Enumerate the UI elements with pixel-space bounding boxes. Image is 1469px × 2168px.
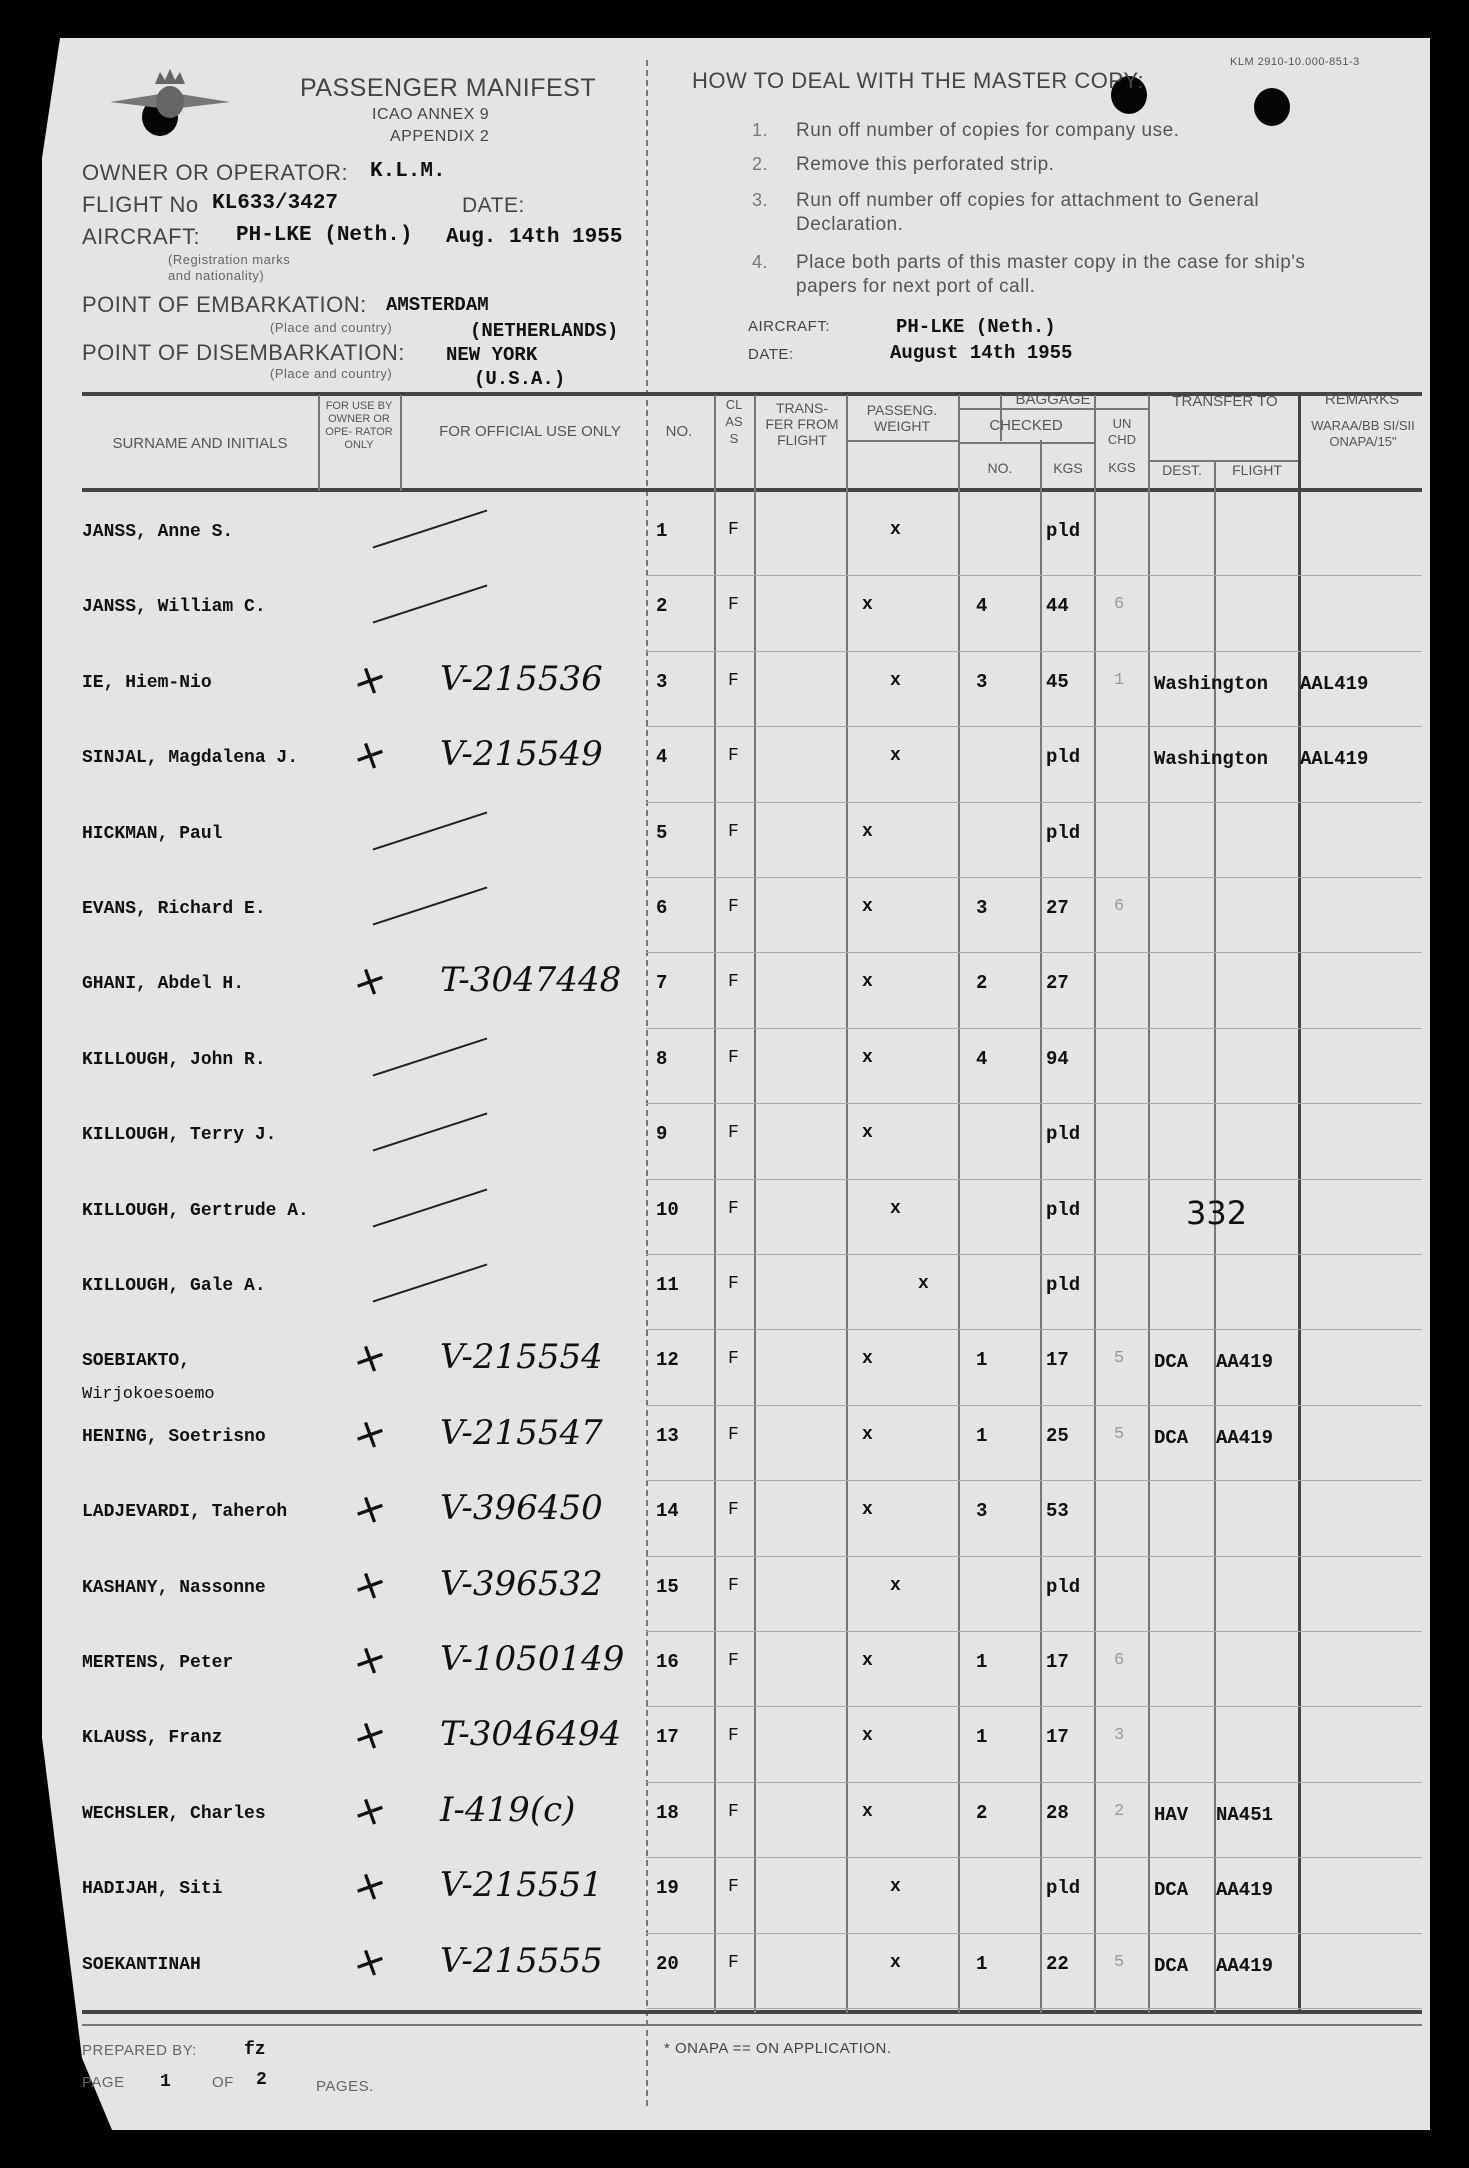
baggage-kgs: pld bbox=[1046, 1877, 1081, 1900]
baggage-count: 1 bbox=[976, 1424, 988, 1447]
owner-label: OWNER OR OPERATOR: bbox=[82, 160, 349, 185]
instruction-text-cont: papers for next port of call. bbox=[796, 276, 1036, 297]
passenger-class: F bbox=[728, 1349, 739, 1370]
col-divider bbox=[714, 395, 716, 2013]
col-divider bbox=[754, 395, 756, 2013]
passenger-number: 10 bbox=[656, 1198, 679, 1221]
instruction-text: Place both parts of this master copy in the case for ship's bbox=[796, 252, 1306, 273]
baggage-kgs: pld bbox=[1046, 1274, 1081, 1296]
official-document-number: V-215551 bbox=[440, 1865, 603, 1906]
row-divider bbox=[646, 877, 1422, 878]
flight-label: FLIGHT No bbox=[82, 192, 199, 217]
passenger-number: 7 bbox=[656, 972, 668, 995]
instr-aircraft-value: PH-LKE (Neth.) bbox=[896, 316, 1056, 338]
passenger-name: LADJEVARDI, Taheroh bbox=[82, 1502, 288, 1523]
passenger-weight-mark: x bbox=[862, 1726, 873, 1747]
unchecked-kgs: 1 bbox=[1114, 670, 1125, 690]
passenger-name: KLAUSS, Franz bbox=[82, 1728, 223, 1749]
weight-sub-rule bbox=[846, 440, 958, 442]
baggage-kgs: 27 bbox=[1046, 897, 1069, 919]
official-check-mark-icon: + bbox=[344, 1705, 395, 1764]
official-check-mark-icon: + bbox=[344, 1781, 395, 1840]
passenger-name: HICKMAN, Paul bbox=[82, 823, 223, 844]
row-divider bbox=[646, 1179, 1422, 1180]
form-number: KLM 2910-10.000-851-3 bbox=[1230, 56, 1360, 68]
embark-label: POINT OF EMBARKATION: bbox=[82, 292, 367, 317]
official-document-number: V-215549 bbox=[440, 734, 603, 775]
col-divider bbox=[846, 395, 848, 2013]
passenger-class: F bbox=[728, 1801, 739, 1822]
header-bottom-rule bbox=[82, 488, 1422, 492]
aircraft-note-2: and nationality) bbox=[168, 268, 265, 283]
transfer-destination: Washington bbox=[1154, 748, 1269, 771]
passenger-class: F bbox=[728, 1047, 739, 1068]
flight-value: KL633/3427 bbox=[212, 192, 339, 215]
instruction-number: 1. bbox=[752, 120, 769, 140]
col-remarks-sub: WARAA/BB SI/SII ONAPA/15" bbox=[1311, 418, 1415, 449]
official-document-number: V-215554 bbox=[440, 1337, 603, 1378]
row-divider bbox=[646, 1480, 1422, 1481]
appendix-label: APPENDIX 2 bbox=[390, 128, 490, 145]
passenger-class: F bbox=[728, 1575, 739, 1596]
unchecked-kgs: 5 bbox=[1114, 1349, 1125, 1369]
unchecked-kgs: 6 bbox=[1114, 1651, 1125, 1670]
baggage-kgs: 53 bbox=[1046, 1500, 1069, 1523]
baggage-kgs: pld bbox=[1046, 1198, 1081, 1221]
col-surname: SURNAME AND INITIALS bbox=[112, 435, 288, 452]
passenger-number: 16 bbox=[656, 1651, 679, 1673]
passenger-name: KILLOUGH, John R. bbox=[82, 1049, 266, 1070]
row-divider bbox=[646, 726, 1422, 727]
passenger-number: 12 bbox=[656, 1349, 679, 1372]
row-divider bbox=[646, 651, 1422, 652]
passenger-name: SOEBIAKTO, bbox=[82, 1351, 191, 1372]
col-checked-kgs: KGS bbox=[1053, 460, 1083, 476]
passenger-class: F bbox=[728, 1123, 739, 1144]
baggage-count: 2 bbox=[976, 1801, 988, 1824]
passenger-class: F bbox=[728, 897, 739, 917]
col-owner-use: FOR USE BY OWNER OR OPE- RATOR ONLY bbox=[325, 400, 393, 451]
page-label: PAGE bbox=[82, 2074, 125, 2091]
passenger-number: 2 bbox=[656, 595, 668, 618]
punch-hole-icon bbox=[1254, 88, 1290, 126]
aircraft-label: AIRCRAFT: bbox=[82, 224, 201, 249]
passenger-weight-mark: x bbox=[862, 1500, 873, 1521]
row-divider bbox=[646, 1103, 1422, 1104]
baggage-kgs: pld bbox=[1046, 1123, 1081, 1146]
passenger-weight-mark: x bbox=[862, 1424, 873, 1445]
date-value: Aug. 14th 1955 bbox=[446, 226, 623, 249]
col-class: CLASS bbox=[725, 397, 743, 446]
passenger-name: HADIJAH, Siti bbox=[82, 1879, 223, 1900]
instruction-number: 4. bbox=[752, 252, 769, 272]
official-document-number: V-215555 bbox=[440, 1940, 603, 1981]
col-divider bbox=[318, 395, 320, 491]
instruction-text: Run off number off copies for attachment to General bbox=[796, 190, 1260, 211]
baggage-count: 4 bbox=[976, 1047, 988, 1070]
transfer-flight: AAL419 bbox=[1300, 748, 1369, 771]
baggage-kgs: 44 bbox=[1046, 595, 1069, 618]
embark-country: (NETHERLANDS) bbox=[470, 320, 619, 342]
row-divider bbox=[646, 2008, 1422, 2009]
passenger-weight-mark: x bbox=[862, 1349, 873, 1370]
col-remarks: REMARKS bbox=[1324, 391, 1400, 408]
baggage-kgs: 22 bbox=[1046, 1952, 1069, 1975]
transfer-destination: HAV bbox=[1154, 1803, 1189, 1826]
col-official: FOR OFFICIAL USE ONLY bbox=[439, 423, 621, 440]
disembark-value: NEW YORK bbox=[446, 344, 538, 366]
transfer-flight: AA419 bbox=[1216, 1351, 1274, 1374]
official-document-number: V-396450 bbox=[440, 1488, 603, 1529]
baggage-kgs: 27 bbox=[1046, 972, 1069, 995]
passenger-name: JANSS, William C. bbox=[82, 597, 266, 618]
baggage-kgs: pld bbox=[1046, 746, 1081, 769]
of-value: 2 bbox=[256, 2070, 267, 2090]
perforation-line bbox=[646, 60, 648, 2110]
passenger-weight-mark: x bbox=[890, 670, 901, 691]
passenger-number: 13 bbox=[656, 1424, 679, 1447]
instructions-title: HOW TO DEAL WITH THE MASTER COPY: bbox=[692, 68, 1145, 93]
passenger-weight-mark: x bbox=[862, 897, 873, 917]
baggage-count: 3 bbox=[976, 897, 988, 919]
row-divider bbox=[646, 1556, 1422, 1557]
baggage-kgs: 28 bbox=[1046, 1801, 1069, 1824]
official-check-mark-icon: + bbox=[344, 1630, 395, 1689]
unchecked-kgs: 5 bbox=[1114, 1424, 1125, 1444]
passenger-number: 9 bbox=[656, 1123, 668, 1146]
baggage-kgs: 94 bbox=[1046, 1047, 1069, 1070]
transfer-flight: NA451 bbox=[1216, 1803, 1274, 1826]
embark-note: (Place and country) bbox=[270, 320, 393, 335]
official-check-mark-icon: + bbox=[344, 650, 395, 709]
passenger-name: EVANS, Richard E. bbox=[82, 899, 266, 919]
instr-date-value: August 14th 1955 bbox=[890, 342, 1073, 364]
col-divider bbox=[1148, 395, 1150, 2013]
instruction-text-cont: Declaration. bbox=[796, 214, 904, 235]
disembark-country: (U.S.A.) bbox=[474, 368, 566, 390]
passenger-class: F bbox=[728, 1198, 739, 1219]
passenger-weight-mark: x bbox=[862, 1651, 873, 1671]
official-document-number: T-3046494 bbox=[440, 1714, 622, 1755]
passenger-name-cont: Wirjokoesoemo bbox=[82, 1385, 215, 1405]
col-unchd: UN CHD bbox=[1107, 416, 1137, 447]
passenger-name: KILLOUGH, Terry J. bbox=[82, 1125, 277, 1146]
baggage-count: 1 bbox=[976, 1952, 988, 1975]
passenger-number: 18 bbox=[656, 1801, 679, 1824]
passenger-name: IE, Hiem-Nio bbox=[82, 672, 212, 693]
baggage-kgs: pld bbox=[1046, 1575, 1081, 1598]
prepared-value: fz bbox=[244, 2040, 266, 2060]
passenger-weight-mark: x bbox=[918, 1274, 929, 1294]
passenger-weight-mark: x bbox=[862, 1123, 873, 1144]
passenger-class: F bbox=[728, 1952, 739, 1973]
passenger-weight-mark: x bbox=[890, 1877, 901, 1898]
passenger-name: GHANI, Abdel H. bbox=[82, 974, 245, 995]
passenger-weight-mark: x bbox=[890, 746, 901, 767]
col-unchd-kgs: KGS bbox=[1108, 460, 1136, 475]
embark-value: AMSTERDAM bbox=[386, 294, 489, 316]
passenger-name: KILLOUGH, Gertrude A. bbox=[82, 1200, 309, 1221]
col-no: NO. bbox=[665, 423, 693, 440]
passenger-class: F bbox=[728, 520, 739, 540]
passenger-weight-mark: x bbox=[890, 1575, 901, 1596]
baggage-count: 1 bbox=[976, 1651, 988, 1673]
disembark-label: POINT OF DISEMBARKATION: bbox=[82, 340, 405, 365]
passenger-class: F bbox=[728, 595, 739, 616]
col-checked-no: NO. bbox=[987, 460, 1013, 476]
passenger-number: 5 bbox=[656, 821, 668, 844]
official-check-mark-icon: + bbox=[344, 1404, 395, 1463]
col-divider bbox=[958, 395, 960, 2013]
passenger-class: F bbox=[728, 1651, 739, 1671]
official-document-number: I-419(c) bbox=[440, 1789, 576, 1830]
passenger-name: KASHANY, Nassonne bbox=[82, 1577, 266, 1598]
col-divider bbox=[1040, 440, 1041, 490]
transfer-flight: AAL419 bbox=[1300, 672, 1369, 695]
passenger-weight-mark: x bbox=[862, 1047, 873, 1068]
pages-label: PAGES. bbox=[316, 2078, 374, 2095]
col-flight: FLIGHT bbox=[1232, 462, 1282, 478]
col-dest: DEST. bbox=[1162, 462, 1202, 478]
prepared-label: PREPARED BY: bbox=[82, 2042, 197, 2059]
baggage-sub-rule bbox=[958, 408, 1148, 410]
passenger-number: 17 bbox=[656, 1726, 679, 1749]
date-label: DATE: bbox=[462, 194, 525, 217]
official-check-mark-icon: + bbox=[344, 1555, 395, 1614]
unchecked-kgs: 6 bbox=[1114, 897, 1125, 916]
aircraft-value: PH-LKE (Neth.) bbox=[236, 224, 413, 247]
baggage-count: 1 bbox=[976, 1349, 988, 1372]
col-divider bbox=[1040, 440, 1042, 2013]
official-check-mark-icon: + bbox=[344, 725, 395, 784]
table-bottom-rule bbox=[82, 2010, 1422, 2014]
manifest-title: PASSENGER MANIFEST bbox=[300, 74, 597, 102]
baggage-kgs: pld bbox=[1046, 821, 1081, 844]
transfer-flight: AA419 bbox=[1216, 1879, 1274, 1902]
row-divider bbox=[646, 952, 1422, 953]
passenger-class: F bbox=[728, 1274, 739, 1294]
handwritten-annotation: 332 bbox=[1186, 1194, 1248, 1232]
official-document-number: V-215547 bbox=[440, 1412, 603, 1453]
of-label: OF bbox=[212, 2074, 234, 2091]
baggage-kgs: 25 bbox=[1046, 1424, 1069, 1447]
baggage-count: 2 bbox=[976, 972, 988, 995]
row-divider bbox=[646, 1706, 1422, 1707]
baggage-count: 4 bbox=[976, 595, 988, 618]
baggage-count: 3 bbox=[976, 1500, 988, 1523]
transfer-flight: AA419 bbox=[1216, 1426, 1274, 1449]
official-document-number: T-3047448 bbox=[440, 960, 622, 1001]
unchecked-kgs: 5 bbox=[1114, 1952, 1125, 1972]
passenger-name: WECHSLER, Charles bbox=[82, 1803, 266, 1824]
row-divider bbox=[646, 1405, 1422, 1406]
onapa-note: * ONAPA == ON APPLICATION. bbox=[664, 2040, 892, 2057]
passenger-number: 8 bbox=[656, 1047, 668, 1070]
col-transfer-from: TRANS- FER FROM FLIGHT bbox=[765, 400, 839, 448]
transfer-destination: DCA bbox=[1154, 1879, 1189, 1902]
aircraft-note: (Registration marks bbox=[168, 252, 291, 267]
instruction-number: 3. bbox=[752, 190, 769, 210]
passenger-name: KILLOUGH, Gale A. bbox=[82, 1276, 266, 1296]
row-divider bbox=[646, 802, 1422, 803]
checked-sub-rule bbox=[958, 442, 1094, 444]
passenger-weight-mark: x bbox=[890, 1198, 901, 1219]
passenger-number: 14 bbox=[656, 1500, 679, 1523]
row-divider bbox=[646, 1857, 1422, 1858]
passenger-weight-mark: x bbox=[862, 595, 873, 616]
passenger-number: 6 bbox=[656, 897, 668, 919]
passenger-number: 15 bbox=[656, 1575, 679, 1598]
passenger-name: SOEKANTINAH bbox=[82, 1954, 201, 1975]
col-checked: CHECKED bbox=[989, 417, 1063, 434]
row-divider bbox=[646, 1782, 1422, 1783]
row-divider bbox=[646, 1254, 1422, 1255]
transfer-flight: AA419 bbox=[1216, 1954, 1274, 1977]
owner-value: K.L.M. bbox=[370, 160, 446, 183]
footer-rule bbox=[82, 2024, 1422, 2026]
row-divider bbox=[646, 1933, 1422, 1934]
passenger-weight-mark: x bbox=[862, 821, 873, 842]
baggage-kgs: 45 bbox=[1046, 670, 1069, 693]
passenger-weight-mark: x bbox=[862, 972, 873, 993]
col-divider bbox=[400, 395, 402, 491]
unchecked-kgs: 2 bbox=[1114, 1801, 1125, 1821]
row-divider bbox=[646, 1028, 1422, 1029]
transfer-destination: DCA bbox=[1154, 1351, 1189, 1374]
baggage-kgs: 17 bbox=[1046, 1726, 1069, 1749]
passenger-class: F bbox=[728, 670, 739, 691]
official-document-number: V-396532 bbox=[440, 1563, 603, 1604]
passenger-number: 1 bbox=[656, 520, 668, 542]
row-divider bbox=[646, 575, 1422, 576]
passenger-number: 19 bbox=[656, 1877, 679, 1900]
instruction-text: Remove this perforated strip. bbox=[796, 154, 1055, 175]
baggage-kgs: 17 bbox=[1046, 1349, 1069, 1372]
transfer-destination: Washington bbox=[1154, 672, 1269, 695]
official-check-mark-icon: + bbox=[344, 1328, 395, 1387]
official-document-number: V-215536 bbox=[440, 658, 603, 699]
baggage-kgs: pld bbox=[1046, 520, 1081, 542]
official-check-mark-icon: + bbox=[344, 1932, 395, 1991]
transfer-destination: DCA bbox=[1154, 1954, 1189, 1977]
instruction-text: Run off number of copies for company use. bbox=[796, 120, 1180, 141]
passenger-weight-mark: x bbox=[862, 1801, 873, 1822]
passenger-number: 4 bbox=[656, 746, 668, 769]
baggage-count: 3 bbox=[976, 670, 988, 693]
official-document-number: V-1050149 bbox=[440, 1639, 625, 1679]
col-divider bbox=[1298, 395, 1301, 2013]
row-divider bbox=[646, 1329, 1422, 1330]
official-check-mark-icon: + bbox=[344, 1479, 395, 1538]
disembark-note: (Place and country) bbox=[270, 366, 393, 381]
passenger-name: HENING, Soetrisno bbox=[82, 1426, 266, 1447]
passenger-number: 3 bbox=[656, 670, 668, 693]
page-value: 1 bbox=[160, 2072, 171, 2092]
row-divider bbox=[646, 1631, 1422, 1632]
baggage-kgs: 17 bbox=[1046, 1651, 1069, 1673]
passenger-weight-mark: x bbox=[890, 1952, 901, 1973]
instr-date-label: DATE: bbox=[748, 346, 794, 363]
transfer-destination: DCA bbox=[1154, 1426, 1189, 1449]
passenger-class: F bbox=[728, 1500, 739, 1521]
passenger-weight-mark: x bbox=[890, 520, 901, 540]
passenger-name: JANSS, Anne S. bbox=[82, 522, 234, 542]
passenger-class: F bbox=[728, 1424, 739, 1445]
unchecked-kgs: 3 bbox=[1114, 1726, 1125, 1746]
passenger-number: 20 bbox=[656, 1952, 679, 1975]
klm-crown-logo-icon bbox=[105, 64, 235, 134]
official-check-mark-icon: + bbox=[344, 1856, 395, 1915]
passenger-class: F bbox=[728, 972, 739, 993]
unchecked-kgs: 6 bbox=[1114, 595, 1125, 615]
instr-aircraft-label: AIRCRAFT: bbox=[748, 318, 831, 335]
passenger-class: F bbox=[728, 746, 739, 767]
baggage-count: 1 bbox=[976, 1726, 988, 1749]
col-transfer-to: TRANSFER TO bbox=[1172, 393, 1278, 410]
annex-label: ICAO ANNEX 9 bbox=[372, 106, 490, 123]
passenger-number: 11 bbox=[656, 1274, 679, 1296]
col-weight: PASSENG. WEIGHT bbox=[866, 402, 938, 434]
passenger-class: F bbox=[728, 1877, 739, 1898]
passenger-class: F bbox=[728, 1726, 739, 1747]
passenger-name: MERTENS, Peter bbox=[82, 1653, 234, 1673]
instruction-number: 2. bbox=[752, 154, 769, 174]
passenger-class: F bbox=[728, 821, 739, 842]
official-check-mark-icon: + bbox=[344, 951, 395, 1010]
col-divider bbox=[1094, 395, 1096, 2013]
passenger-name: SINJAL, Magdalena J. bbox=[82, 748, 299, 769]
col-baggage: BAGGAGE bbox=[1015, 391, 1091, 408]
